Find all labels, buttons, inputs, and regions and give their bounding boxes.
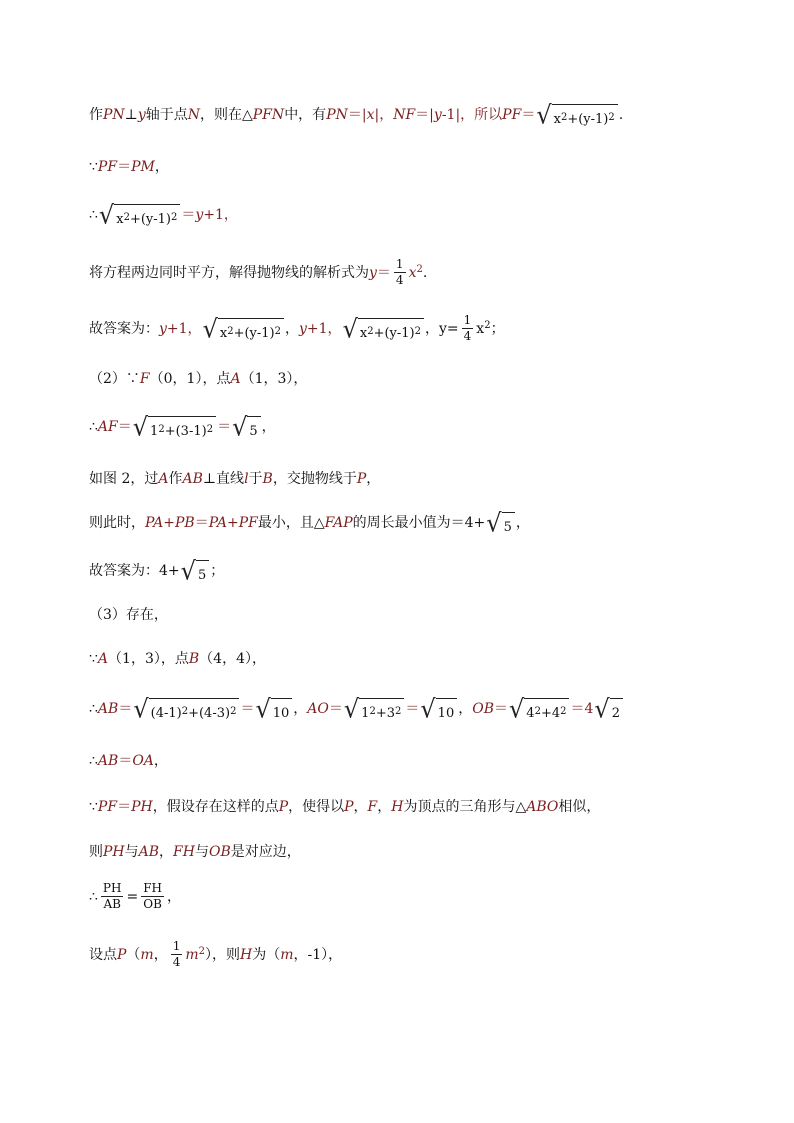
numerator: 1 [394,258,406,273]
text: ， [458,701,473,717]
variable: x [408,264,417,281]
text: 设点 [89,946,117,963]
text: 如图 2，过 [89,471,159,487]
variable: m [280,946,294,963]
solution-line-9 [89,508,530,538]
square-root [132,412,216,442]
radical-sign-icon: √ [132,412,149,442]
text: ， [153,753,168,769]
radical-sign-icon: √ [508,694,525,724]
text: ＝ [118,701,133,717]
variable: x [366,107,375,123]
text: ，则在△ [200,107,253,123]
radical-sign-icon: √ [420,694,436,724]
text: ＝ [117,799,132,815]
exponent: 2 [416,263,423,275]
text: ，假设存在这样的点 [152,799,279,815]
text: +1， [166,320,202,337]
term: 4 [526,706,535,721]
denominator: 4 [395,273,404,288]
exponent: 2 [369,706,376,717]
exponent: 2 [560,706,567,717]
term: +(y-1) [567,112,609,127]
exponent: 2 [227,325,234,337]
text: ， [425,320,439,337]
text: ∴ [89,888,98,905]
radicand [148,416,216,438]
solution-line-16 [89,845,301,859]
variable: PH [131,799,153,815]
numerator: FH [141,882,164,897]
text: 相似， [558,799,601,815]
exponent: 2 [230,706,237,717]
text: 作 [168,471,183,487]
text: 为（ [252,946,281,963]
variable: PFN [252,107,285,123]
radicand: 2 [610,698,623,720]
text: ∴ [89,753,98,769]
variable: OA [132,753,154,769]
exponent: 2 [367,325,374,337]
variable: P [344,799,354,815]
term: x [359,325,368,341]
numerator: 1 [462,314,474,329]
exponent: 2 [181,706,189,717]
square-root [420,694,457,724]
text: ＝ [217,419,232,435]
text: ＝| [415,107,434,123]
variable: y [159,320,167,337]
variable: F [367,799,378,815]
exponent: 2 [170,212,178,223]
term: 1 [361,706,370,721]
solution-line-12 [89,652,266,666]
radicand: 5 [196,560,209,582]
solution-line-2 [89,160,169,174]
text: ， [167,888,181,905]
variable: PA [208,515,227,531]
text: ＝ [328,701,343,717]
variable: PB [174,515,195,531]
solution-line-15 [89,800,600,814]
solution-line-5 [89,314,505,343]
variable: OB [208,844,231,860]
variable: FAP [324,515,353,531]
radical-sign-icon: √ [133,694,149,724]
variable: B [188,651,200,667]
exponent: 2 [608,112,615,123]
variable: NF [393,107,416,123]
text: （4，4）， [199,651,266,667]
square-root [342,313,424,344]
term: +(y-1) [233,325,275,341]
radicand [552,104,618,126]
term: (4-1) [150,706,182,721]
text: ＝4 [570,701,594,717]
exponent: 2 [534,706,541,717]
text: 与 [194,844,209,860]
text: ， [153,946,168,963]
text: ＝ [181,207,196,223]
text: ∴ [89,207,98,223]
text: ∴ [89,701,98,717]
text: （1，3），点 [108,651,189,667]
exponent: 2 [158,424,165,435]
text: ＝ [118,753,133,769]
text: 则 [89,844,103,860]
radicand [358,318,424,340]
text: 作 [89,107,103,123]
variable: P [117,946,127,963]
text: 则此时， [89,515,145,531]
text: ＝ [521,107,536,123]
variable: H [391,799,404,815]
text: 是对应边， [230,844,301,860]
exponent: 2 [560,112,568,123]
exponent: 2 [274,325,281,337]
solution-line-11 [89,608,168,622]
variable: PF [238,515,258,531]
radical-sign-icon: √ [180,556,196,586]
text: ＝ [405,701,420,717]
radical-sign-icon: √ [342,313,358,344]
exponent: 2 [198,945,205,957]
text: ＝ [493,701,508,717]
radicand [359,698,404,720]
text: ； [210,563,225,579]
variable: m [140,946,154,963]
radicand [149,698,240,720]
text: + [226,515,239,531]
fraction [101,882,124,911]
text: -1|，所以 [441,107,503,123]
text: ∵ [89,159,98,175]
text: ， [285,320,299,337]
text: ∵ [89,651,98,667]
text: 与 [124,844,139,860]
variable: ABO [526,799,559,815]
text: ，交抛物线于 [272,471,357,487]
exponent: 2 [395,706,402,717]
variable: H [240,946,253,963]
square-root [202,313,284,344]
text: ＝ [240,701,255,717]
text: 的周长最小值为＝4+ [352,515,486,531]
solution-line-10 [89,556,225,586]
radicand: 5 [502,512,515,534]
term: +4 [540,706,561,721]
text: （0，1），点 [149,371,231,387]
radical-sign-icon: √ [202,313,218,344]
text: ， [353,799,368,815]
radicand: 10 [271,698,293,720]
term: x [219,325,228,341]
variable: PN [326,107,348,123]
square-root [255,694,292,724]
fraction [171,940,183,969]
text: ， [366,471,381,487]
exponent: 2 [123,212,130,223]
text: 将方程两边同时平方，解得抛物线的解析式为 [89,264,369,281]
square-root [133,694,239,724]
solution-line-6 [89,372,307,386]
solution-line-13 [89,694,624,724]
solution-line-4 [89,258,427,287]
square-root [508,694,570,724]
variable: AO [307,701,329,717]
solution-line-3 [89,200,238,230]
text: ， [154,159,169,175]
variable: y [195,207,204,223]
text: ＝| [347,107,367,123]
term: 1 [150,424,159,439]
term: +(y-1) [129,212,171,227]
text: +1， [306,320,342,337]
text: 为顶点的三角形与△ [403,799,527,815]
radical-sign-icon: √ [343,694,360,724]
text: 轴于点 [145,107,188,123]
exponent: 2 [206,424,214,435]
term: x [116,212,124,227]
text: + [163,515,175,531]
square-root [98,200,180,230]
variable: y [433,107,442,123]
text: . [618,107,624,123]
text: +1， [203,207,238,223]
denominator: 4 [172,955,181,970]
radical-sign-icon: √ [255,694,271,724]
fraction [141,882,164,911]
numerator: 1 [171,940,183,955]
text: ； [490,320,505,337]
fraction [462,314,474,343]
text: ，使得以 [288,799,345,815]
text: （3）存在， [89,607,168,623]
variable: A [230,371,241,387]
text: ＝ [376,264,391,281]
radical-sign-icon: √ [594,694,610,724]
square-root [180,556,210,586]
variable: F [139,371,150,387]
variable: PN [103,107,125,123]
radicand: 5 [247,416,260,438]
variable: AB [182,471,203,487]
radicand: 10 [436,698,458,720]
term: +(4-3) [188,706,231,721]
term: +(3-1) [164,424,207,439]
variable: y [369,264,377,281]
text: ∴ [89,419,98,435]
text: 最小，且△ [257,515,325,531]
solution-line-7 [89,412,276,442]
exponent: 2 [414,325,421,337]
variable: N [187,107,201,123]
solution-line-18 [89,940,342,969]
text: ， [261,419,276,435]
radicand [524,698,569,720]
text: |， [374,107,394,123]
variable: l [244,471,249,487]
variable: AB [97,753,119,769]
term: +3 [375,706,395,721]
text: = [126,888,139,905]
variable: P [356,471,367,487]
variable: FH [173,844,195,860]
numerator: PH [101,882,124,897]
fraction [394,258,406,287]
radical-sign-icon: √ [98,200,115,230]
term: y= [439,320,459,337]
variable: P [278,799,289,815]
denominator: 4 [463,329,472,344]
square-root [486,508,515,538]
text: ∵ [89,799,98,815]
text: ），则 [205,946,240,963]
denominator: OB [143,897,162,912]
variable: PF [502,107,522,123]
text: ， [377,799,392,815]
text: 故答案为： [89,320,159,337]
text: 故答案为：4+ [89,563,180,579]
denominator: AB [103,897,121,912]
variable: B [262,471,273,487]
text: （1，3）， [240,371,308,387]
text: ，-1）， [293,946,343,963]
variable: AB [138,844,160,860]
text: （2）∵ [89,371,140,387]
text: ＝ [117,159,132,175]
solution-line-8 [89,472,380,486]
variable: PF [97,799,118,815]
text: ⊥直线 [202,471,245,487]
variable: A [158,471,169,487]
square-root [536,100,617,130]
variable: A [97,651,109,667]
variable: AB [97,701,119,717]
radicand [218,318,284,340]
radical-sign-icon: √ [232,412,248,442]
text: 中，有 [284,107,327,123]
text: ＝ [117,419,132,435]
radical-sign-icon: √ [536,100,552,130]
term: x [476,320,485,337]
text: ， [293,701,308,717]
solution-line-1 [89,100,624,130]
text: 于 [248,471,263,487]
text: ， [159,844,174,860]
solution-line-14 [89,754,168,768]
solution-line-17 [89,882,181,911]
radicand [114,204,180,226]
variable: PM [131,159,155,175]
text: ＝ [194,515,209,531]
term: x [553,112,561,127]
variable: y [137,107,146,123]
text: ， [515,515,530,531]
variable: PH [103,844,125,860]
variable: PA [145,515,164,531]
square-root [343,694,405,724]
variable: OB [472,701,494,717]
term: +(y-1) [373,325,415,341]
variable: PF [97,159,118,175]
radical-sign-icon: √ [486,508,502,538]
exponent: 2 [484,319,491,331]
variable: m [185,946,199,963]
variable: y [299,320,307,337]
text: . [422,264,428,281]
variable: AF [97,419,118,435]
square-root [232,412,261,442]
text: （ [126,946,141,963]
square-root [594,694,623,724]
text: ⊥ [124,107,138,123]
